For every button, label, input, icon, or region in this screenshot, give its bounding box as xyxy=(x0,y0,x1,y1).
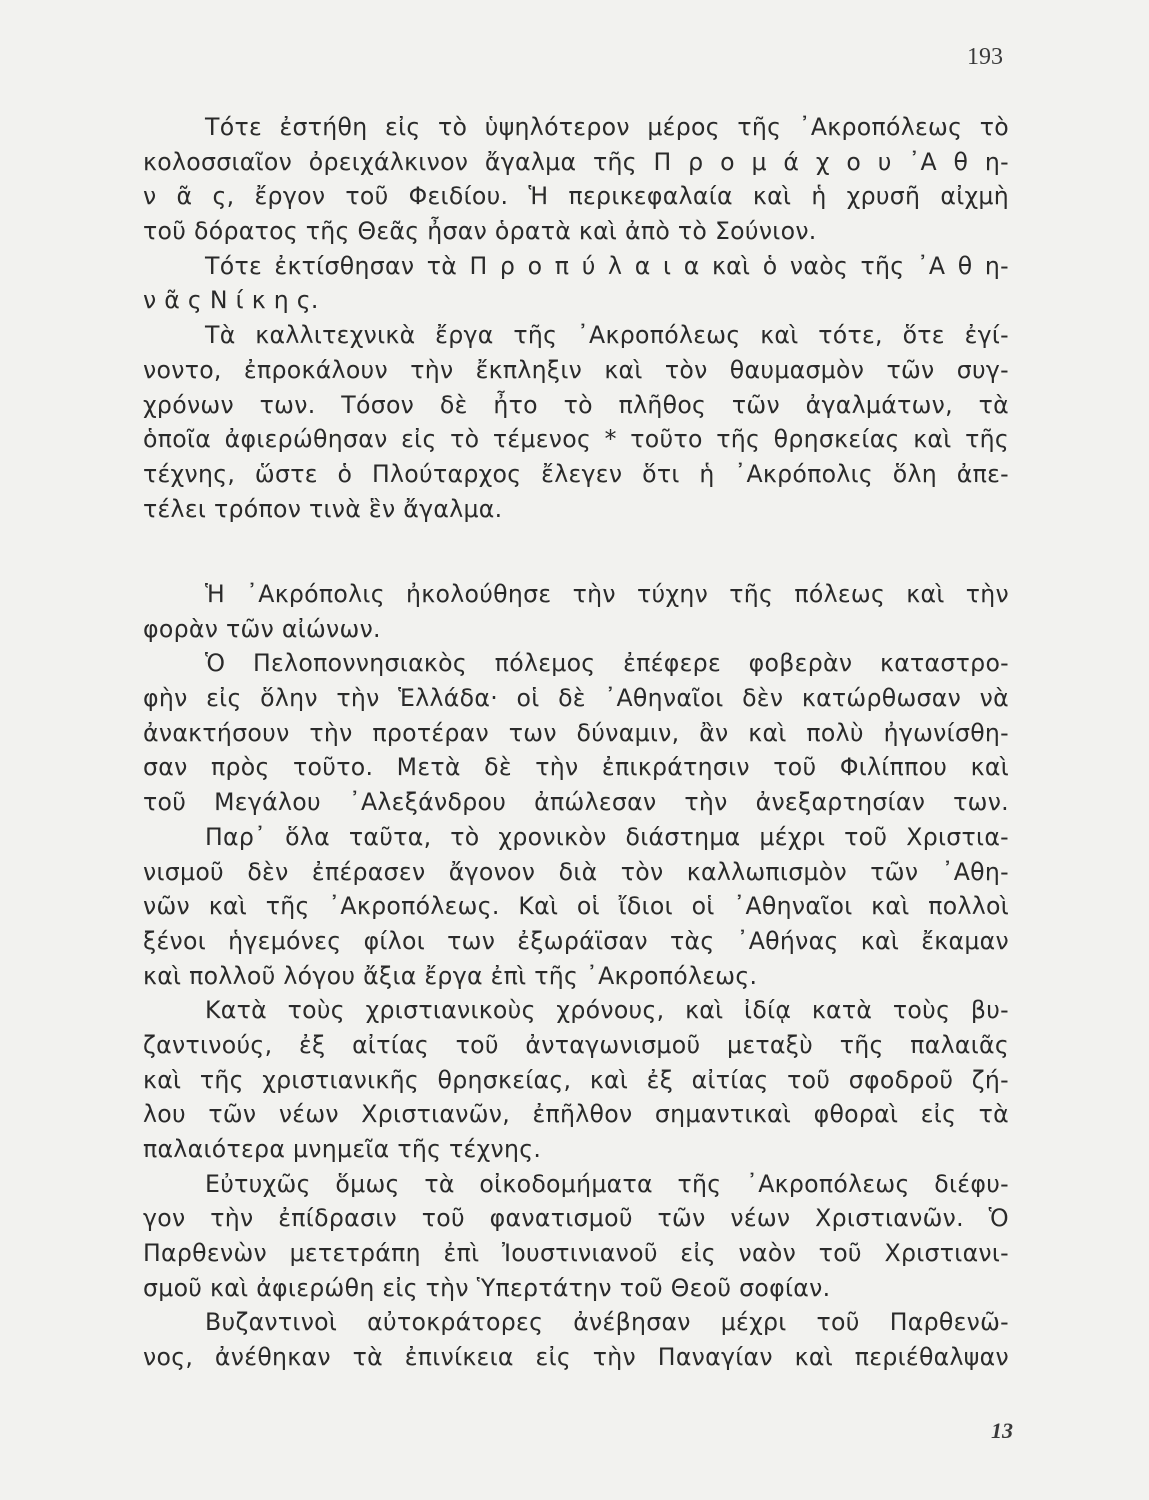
text-line: καὶ τῆς χριστιανικῆς θρησκείας, καὶ ἐξ αἰτίας τοῦ σφοδροῦ ζή- xyxy=(143,1065,1009,1094)
text-line: Βυζαντινοὶ αὐτοκράτορες ἀνέβησαν μέχρι τοῦ Παρθενῶ- xyxy=(205,1308,1009,1337)
text-line: νοντο, ἐπροκάλουν τὴν ἔκπληξιν καὶ τὸν θαυμασμὸν τῶν συγ- xyxy=(143,355,1009,384)
text-line: φὴν εἰς ὅλην τὴν Ἑλλάδα· οἱ δὲ ᾿Αθηναῖοι δὲν κατώρθωσαν νὰ xyxy=(143,684,1009,713)
text-line: νος, ἀνέθηκαν τὰ ἐπινίκεια εἰς τὴν Παναγίαν καὶ περιέθαλψαν xyxy=(143,1343,1009,1372)
page-number: 193 xyxy=(967,44,1003,70)
text-line: ν ᾶ ς Ν ί κ η ς. xyxy=(143,286,319,315)
text-line: ὁποῖα ἀφιερώθησαν εἰς τὸ τέμενος * τοῦτο τῆς θρησκείας καὶ τῆς xyxy=(143,425,1009,454)
text-line: σαν πρὸς τοῦτο. Μετὰ δὲ τὴν ἐπικράτησιν τοῦ Φιλίππου καὶ xyxy=(143,753,1009,782)
text-line: νῶν καὶ τῆς ᾿Ακροπόλεως. Καὶ οἱ ἴδιοι οἱ ᾿Αθηναῖοι καὶ πολλοὶ xyxy=(143,892,1009,921)
signature-mark: 13 xyxy=(991,1418,1013,1443)
text-line: Εὐτυχῶς ὅμως τὰ οἰκοδομήματα τῆς ᾿Ακροπόλεως διέφυ- xyxy=(205,1169,1009,1198)
text-line: Τότε ἐκτίσθησαν τὰ Π ρ ο π ύ λ α ι α καὶ ὁ ναὸς τῆς ᾿Α θ η- xyxy=(205,251,1009,280)
text-line: τέχνης, ὥστε ὁ Πλούταρχος ἔλεγεν ὅτι ἡ ᾿Ακρόπολις ὅλη ἀπε- xyxy=(143,459,1009,488)
text-line: Τότε ἐστήθη εἰς τὸ ὑψηλότερον μέρος τῆς ᾿Ακροπόλεως τὸ xyxy=(205,113,1009,141)
text-line: λου τῶν νέων Χριστιανῶν, ἐπῆλθον σημαντικαὶ φθοραὶ εἰς τὰ xyxy=(143,1100,1009,1129)
text-line: ἀνακτήσουν τὴν προτέραν των δύναμιν, ἂν καὶ πολὺ ἠγωνίσθη- xyxy=(143,718,1009,747)
text-line: τέλει τρόπον τινὰ ἓν ἄγαλμα. xyxy=(143,494,503,523)
text-line: καὶ πολλοῦ λόγου ἄξια ἔργα ἐπὶ τῆς ᾿Ακροπόλεως. xyxy=(143,961,758,990)
text-line: Παρθενὼν μετετράπη ἐπὶ Ἰουστινιανοῦ εἰς ναὸν τοῦ Χριστιανι- xyxy=(143,1239,1009,1268)
text-block-lower xyxy=(143,577,1009,1375)
text-line: χρόνων των. Τόσον δὲ ἦτο τὸ πλῆθος τῶν ἀγαλμάτων, τὰ xyxy=(143,390,1009,419)
text-line: φορὰν τῶν αἰώνων. xyxy=(143,614,381,643)
text-line: τοῦ δόρατος τῆς Θεᾶς ἦσαν ὁρατὰ καὶ ἀπὸ τὸ Σούνιον. xyxy=(143,217,817,246)
text-line: νισμοῦ δὲν ἐπέρασεν ἄγονον διὰ τὸν καλλωπισμὸν τῶν ᾿Αθη- xyxy=(143,857,1009,886)
text-line: Κατὰ τοὺς χριστιανικοὺς χρόνους, καὶ ἰδίᾳ κατὰ τοὺς βυ- xyxy=(205,996,1009,1025)
text-block-upper xyxy=(143,110,1009,526)
text-line: γον τὴν ἐπίδρασιν τοῦ φανατισμοῦ τῶν νέων Χριστιανῶν. Ὁ xyxy=(143,1204,1009,1233)
text-line: Παρ᾿ ὅλα ταῦτα, τὸ χρονικὸν διάστημα μέχρι τοῦ Χριστια- xyxy=(205,822,1009,851)
text-line: Τὰ καλλιτεχνικὰ ἔργα τῆς ᾿Ακροπόλεως καὶ τότε, ὅτε ἐγί- xyxy=(205,321,1009,350)
text-line: ν ᾶ ς, ἔργον τοῦ Φειδίου. Ἡ περικεφαλαία καὶ ἡ χρυσῆ αἰχμὴ xyxy=(143,182,1009,211)
text-line: παλαιότερα μνημεῖα τῆς τέχνης. xyxy=(143,1135,542,1163)
text-line: ζαντινούς, ἐξ αἰτίας τοῦ ἀνταγωνισμοῦ μεταξὺ τῆς παλαιᾶς xyxy=(143,1030,1009,1059)
text-line: κολοσσιαῖον ὀρειχάλκινον ἄγαλμα τῆς Π ρ ο μ ά χ ο υ ᾿Α θ η- xyxy=(143,147,1009,176)
text-line: τοῦ Μεγάλου ᾿Αλεξάνδρου ἀπώλεσαν τὴν ἀνεξαρτησίαν των. xyxy=(143,788,1009,817)
text-line: σμοῦ καὶ ἀφιερώθη εἰς τὴν Ὑπερτάτην τοῦ Θεοῦ σοφίαν. xyxy=(143,1273,831,1302)
text-line: Ὁ Πελοποννησιακὸς πόλεμος ἐπέφερε φοβερὰν καταστρο- xyxy=(205,649,1009,678)
text-line: Ἡ ᾿Ακρόπολις ἠκολούθησε τὴν τύχην τῆς πόλεως καὶ τὴν xyxy=(205,580,1009,608)
text-line: ξένοι ἡγεμόνες φίλοι των ἐξωράϊσαν τὰς ᾿Αθήνας καὶ ἔκαμαν xyxy=(143,926,1009,955)
